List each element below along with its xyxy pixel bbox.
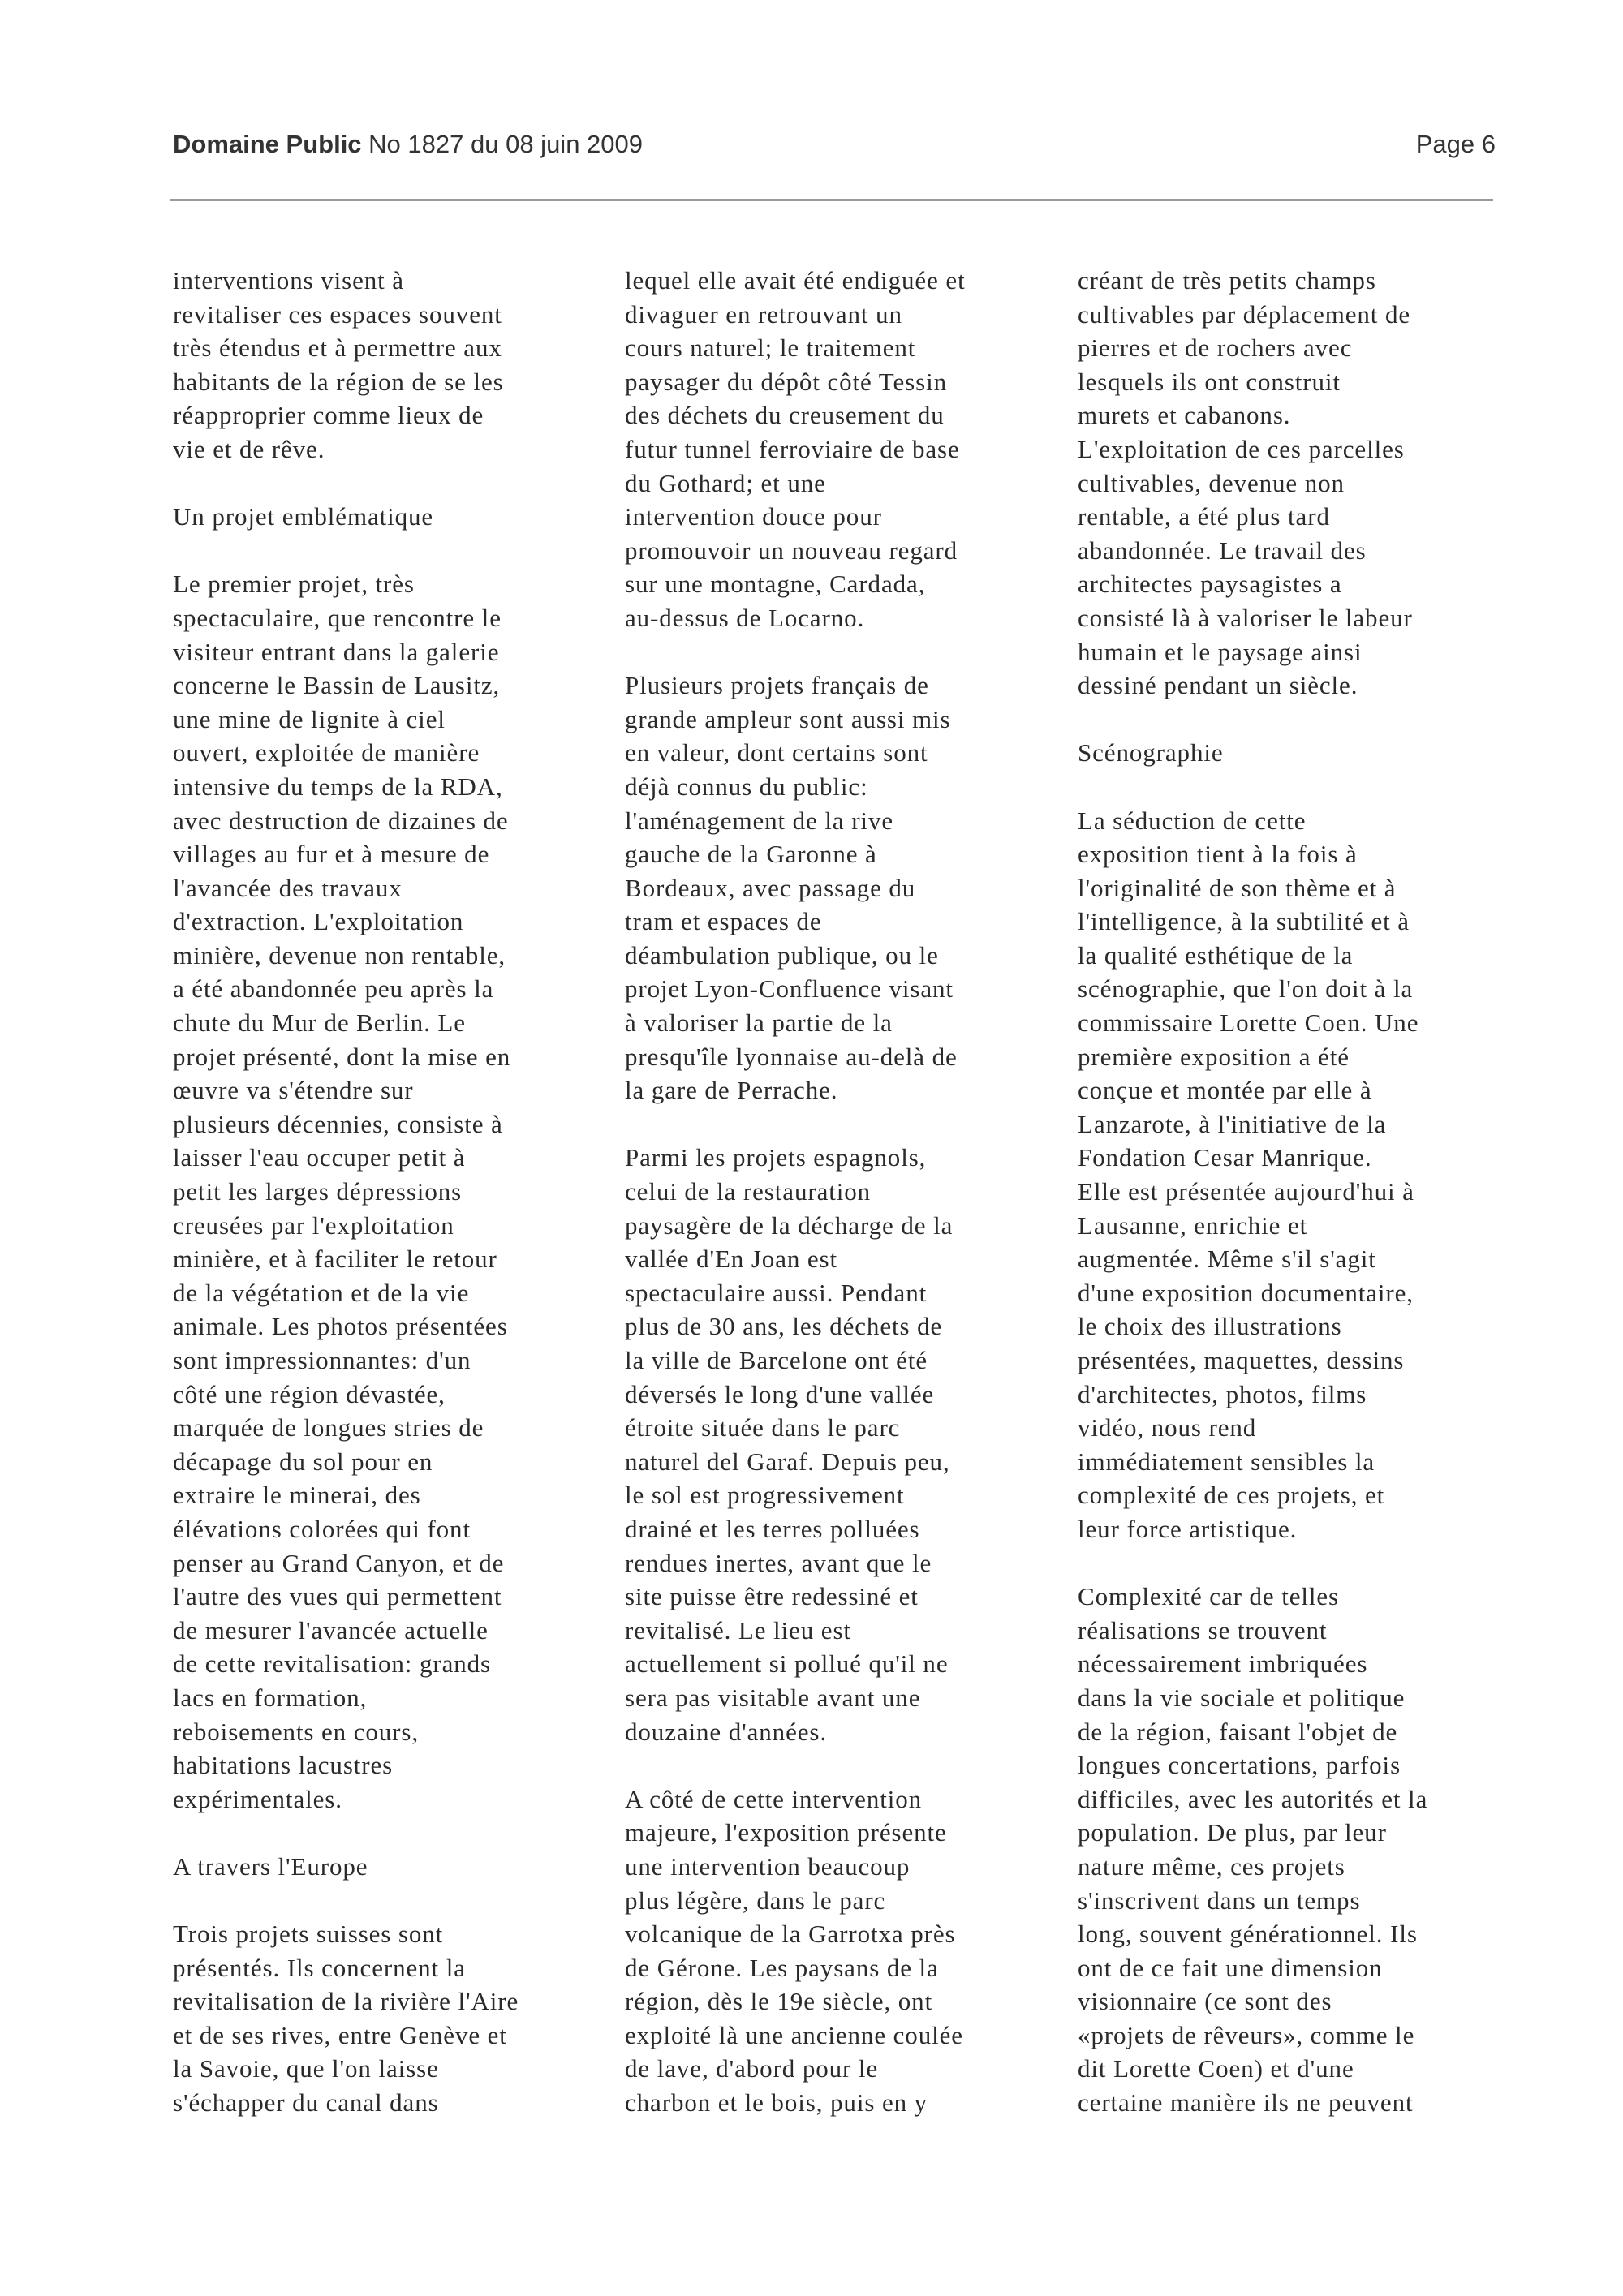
header-divider <box>170 199 1493 201</box>
paragraph: Le premier projet, très spectaculaire, que rencontre le visiteur entrant dans la galerie concerne le Bassin de Lausitz, une mine de lignite à ciel ouvert, exploitée de manière intensive du temps de la RDA, avec destruction de dizaines de villages au fur et à mesure de l'avancée des travaux d'extraction. L'exploitation minière, devenue non rentable, a été abandonnée peu après la chute du Mur de Berlin. Le projet présenté, dont la mise en œuvre va s'étendre sur plusieurs décennies, consiste à laisser l'eau occuper petit à petit les larges dépressions creusées par l'exploitation minière, et à faciliter le retour de la végétation et de la vie animale. Les photos présentées sont impressionnantes: d'un côté une région dévastée, marquée de longues stries de décapage du sol pour en extraire le minerai, des élévations colorées qui font penser au Grand Canyon, et de l'autre des vues qui permettent de mesurer l'avancée actuelle de cette revitalisation: grands lacs en formation, reboisements en cours, habitations lacustres expérimentales. <box>173 570 511 1813</box>
section-heading: A travers l'Europe <box>173 1851 368 1881</box>
section-heading: Scénographie <box>1078 738 1224 767</box>
paragraph: interventions visent à revitaliser ces espaces souvent très étendus et à permettre aux habitants de la région de se les réapproprier comme lieux de vie et de rêve. <box>173 266 504 463</box>
page-number: Page 6 <box>1415 130 1496 158</box>
text-column-1 <box>173 264 615 2153</box>
publication-name: Domaine Public <box>173 130 362 158</box>
text-column-2 <box>625 264 1067 2153</box>
paragraph: Parmi les projets espagnols, celui de la restauration paysagère de la décharge de la vallée d'En Joan est spectaculaire aussi. Pendant plus de 30 ans, les déchets de la ville de Barcelone ont été déversés le long d'une vallée étroite située dans le parc naturel del Garaf. Depuis peu, le sol est progressivement drainé et les terres polluées rendues inertes, avant que le site puisse être redessiné et revitalisé. Le lieu est actuellement si pollué qu'il ne sera pas visitable avant une douzaine d'années. <box>625 1143 954 1746</box>
paragraph: Complexité car de telles réalisations se trouvent nécessairement imbriquées dans la vie sociale et politique de la région, faisant l'objet de longues concertations, parfois difficiles, avec les autorités et la population. De plus, par leur nature même, ces projets s'inscrivent dans un temps long, souvent générationnel. Ils ont de ce fait une dimension visionnaire (ce sont des «projets de rêveurs», comme le dit Lorette Coen) et d'une certaine manière ils ne peuvent <box>1078 1582 1428 2118</box>
paragraph: Plusieurs projets français de grande ampleur sont aussi mis en valeur, dont certains sont déjà connus du public: l'aménagement de la rive gauche de la Garonne à Bordeaux, avec passage du tram et espaces de déambulation publique, ou le projet Lyon-Confluence visant à valoriser la partie de la presqu'île lyonnaise au-delà de la gare de Perrache. <box>625 671 958 1105</box>
paragraph: La séduction de cette exposition tient à la fois à l'originalité de son thème et à l'intelligence, à la subtilité et à la qualité esthétique de la scénographie, que l'on doit à la commissaire Lorette Coen. Une première exposition a été conçue et montée par elle à Lanzarote, à l'initiative de la Fondation Cesar Manrique. Elle est présentée aujourd'hui à Lausanne, enrichie et augmentée. Même s'il s'agit d'une exposition documentaire, le choix des illustrations présentées, maquettes, dessins d'architectes, photos, films vidéo, nous rend immédiatement sensibles la complexité de ces projets, et leur force artistique. <box>1078 806 1419 1543</box>
paragraph: A côté de cette intervention majeure, l'exposition présente une intervention beaucoup plus légère, dans le parc volcanique de la Garrotxa près de Gérone. Les paysans de la région, dès le 19e siècle, ont exploité là une ancienne coulée de lave, d'abord pour le charbon et le bois, puis en y <box>625 1784 963 2118</box>
paragraph: Trois projets suisses sont présentés. Ils concernent la revitalisation de la rivière l'Aire et de ses rives, entre Genève et la Savoie, que l'on laisse s'échapper du canal dans <box>173 1920 519 2118</box>
publication-line <box>173 130 643 159</box>
page-header <box>173 130 1496 170</box>
paragraph: créant de très petits champs cultivables par déplacement de pierres et de rochers avec lesquels ils ont construit murets et cabanons. L'exploitation de ces parcelles cultivables, devenue non rentable, a été plus tard abandonnée. Le travail des architectes paysagistes a consisté là à valoriser le labeur humain et le paysage ainsi dessiné pendant un siècle. <box>1078 266 1413 700</box>
paragraph: lequel elle avait été endiguée et divaguer en retrouvant un cours naturel; le traitement paysager du dépôt côté Tessin des déchets du creusement du futur tunnel ferroviaire de base du Gothard; et une intervention douce pour promouvoir un nouveau regard sur une montagne, Cardada, au-dessus de Locarno. <box>625 266 966 632</box>
section-heading: Un projet emblématique <box>173 502 434 531</box>
text-column-3 <box>1078 264 1520 2153</box>
issue-info: No 1827 du 08 juin 2009 <box>368 130 644 158</box>
